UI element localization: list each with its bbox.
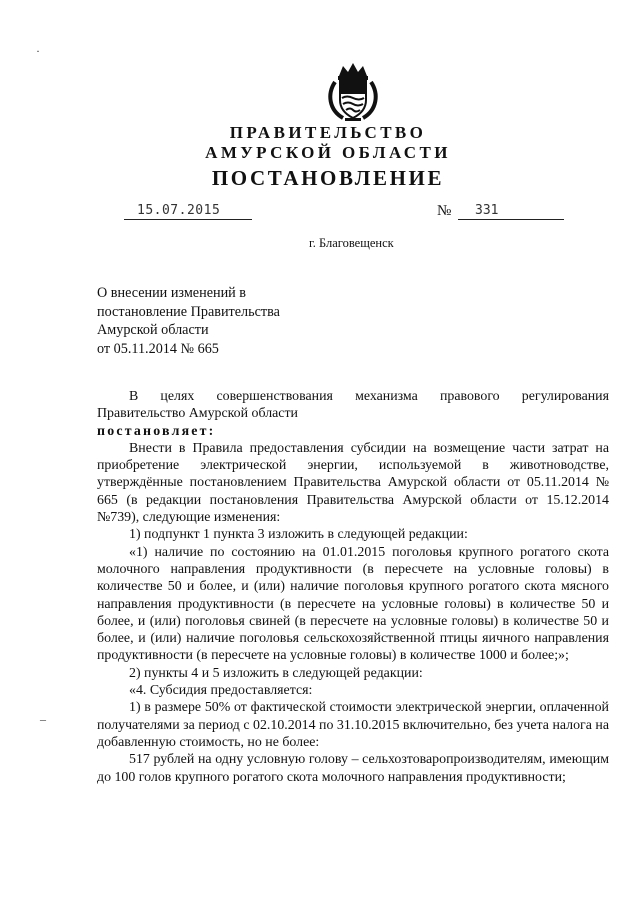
number-sign: № bbox=[437, 203, 452, 219]
body-paragraph: 1) подпункт 1 пункта 3 изложить в следующей редакции: bbox=[129, 527, 468, 543]
subject-line: О внесении изменений в bbox=[97, 285, 247, 301]
preamble-rest: Правительство Амурской области bbox=[97, 406, 298, 422]
subject-line: постановление Правительства bbox=[97, 303, 280, 320]
body-paragraph: 1) в размере 50% от фактической стоимости электрической энергии, оплаченной получателями за период с 02.10.2014 по 31.10.2015 включительно, без учета налога на добавленную стоимость, но не более: bbox=[97, 700, 609, 750]
body-paragraph: 517 рублей на одну условную голову – сельхозтоваропроизводителям, имеющим до 100 голов крупного рогатого скота молочного направления продуктивности; bbox=[97, 752, 609, 785]
subject-line: Амурской области bbox=[97, 322, 209, 338]
body-paragraph: «1) наличие по состоянию на 01.01.2015 поголовья крупного рогатого скота молочного направления продуктивности (в пересчете на условные головы) в количестве 50 и более, и (или) наличие поголовья крупного рогатого скота мясного направления продуктивности (в пересчете на условные головы) в количестве 50 и более, и (или) поголовья свиней (в пересчете на условные головы) в количестве 50 и более, и (или) наличие поголовья сельскохозяйственной птицы яичного направления продуктивности (в пересчете на условные головы) в количестве 1000 и более;»; bbox=[97, 544, 609, 664]
government-name-line1: ПРАВИТЕЛЬСТВО bbox=[229, 123, 427, 142]
decree-subject bbox=[97, 284, 357, 358]
number-underline bbox=[458, 219, 564, 220]
document-type-title: ПОСТАНОВЛЕНИЕ bbox=[211, 166, 445, 190]
subject-line: от 05.11.2014 № 665 bbox=[97, 340, 219, 357]
scan-speck: · bbox=[36, 44, 40, 58]
government-name-line2: АМУРСКОЙ ОБЛАСТИ bbox=[205, 143, 451, 162]
date-underline bbox=[124, 219, 252, 220]
decree-date: 15.07.2015 bbox=[137, 203, 221, 218]
scan-speck: – bbox=[40, 712, 46, 726]
body-paragraph: Внести в Правила предоставления субсидии на возмещение части затрат на приобретение электрической энергии, используемой в животноводстве, утверждённые постановлением Правительства Амурской области от 05.11.2014 № 665 (в редакции постановления Правительства Амурской области от 15.12.2014 №739), следующие изменения: bbox=[97, 440, 609, 526]
decree-number: 331 bbox=[475, 203, 499, 218]
body-paragraph: «4. Субсидия предоставляется: bbox=[129, 683, 313, 699]
city-name: г. Благовещенск bbox=[309, 236, 394, 250]
preamble-first-line: В целях совершенствования механизма правового регулирования bbox=[129, 389, 609, 404]
body-paragraph: 2) пункты 4 и 5 изложить в следующей редакции: bbox=[129, 665, 423, 681]
resolves-keyword: постановляет: bbox=[97, 423, 216, 439]
amur-region-coat-of-arms-icon bbox=[325, 60, 381, 122]
decree-body bbox=[97, 388, 609, 786]
